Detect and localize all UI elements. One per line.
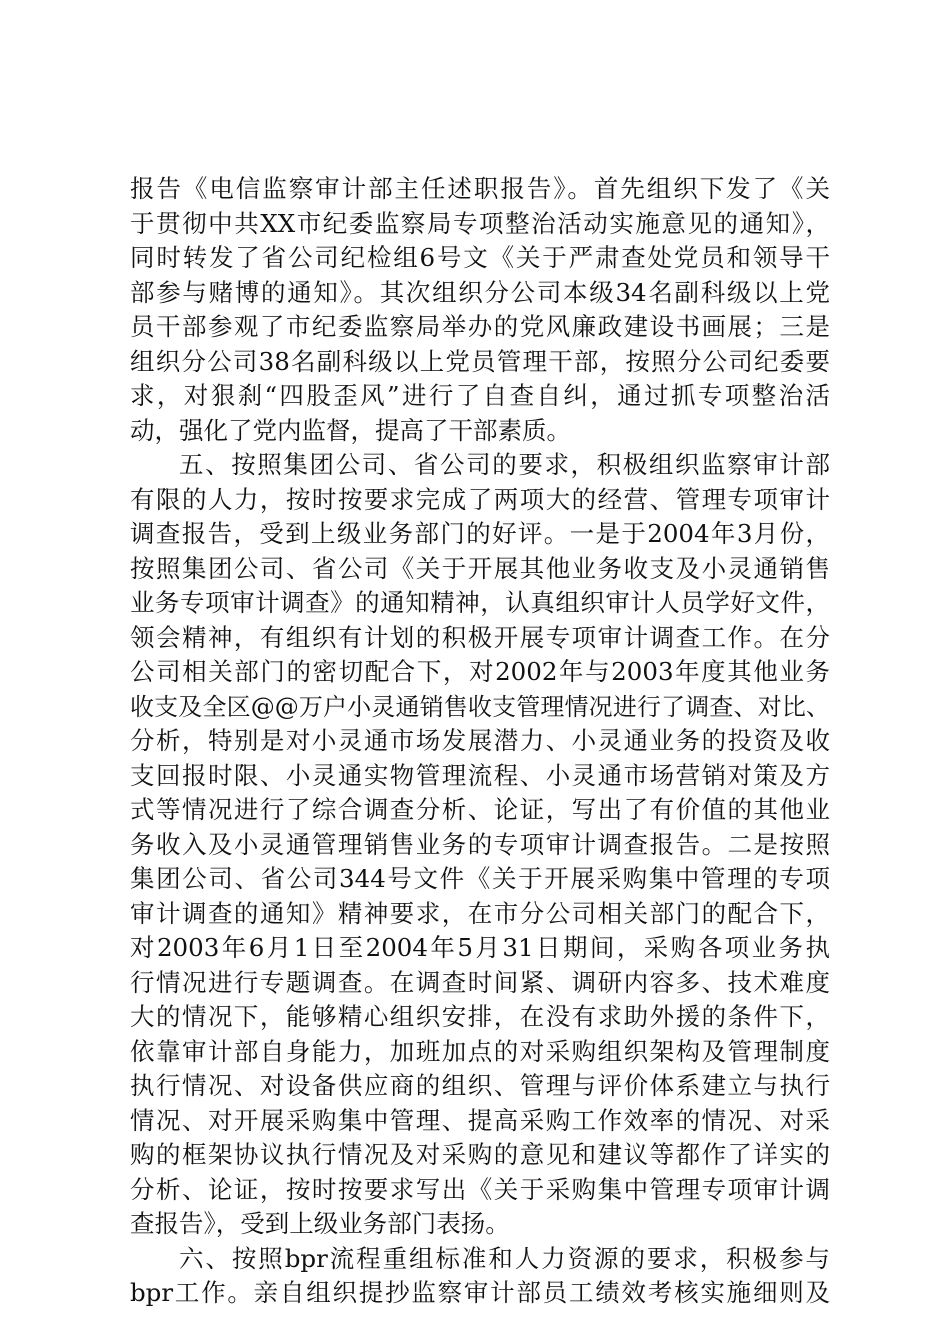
text-line: 务收入及小灵通管理销售业务的专项审计调查报告。二是按照 [130, 829, 830, 859]
text-line: 动，强化了党内监督，提高了干部素质。 [130, 415, 571, 445]
text-line: 有限的人力，按时按要求完成了两项大的经营、管理专项审计 [130, 484, 830, 514]
text-line: 六、按照bpr流程重组标准和人力资源的要求，积极参与 [179, 1243, 830, 1273]
text-line: 情况、对开展采购集中管理、提高采购工作效率的情况、对采 [130, 1105, 830, 1135]
text-line: 集团公司、省公司344号文件《关于开展采购集中管理的专项 [130, 864, 830, 893]
text-line: 于贯彻中共XX市纪委监察局专项整治活动实施意见的通知》， [130, 208, 830, 238]
text-line: 报告《电信监察审计部主任述职报告》。首先组织下发了《关 [130, 174, 830, 203]
text-line: 五、按照集团公司、省公司的要求，积极组织监察审计部 [179, 450, 830, 479]
text-line: 支回报时限、小灵通实物管理流程、小灵通市场营销对策及方 [130, 760, 830, 790]
text-line: 查报告》，受到上级业务部门表扬。 [130, 1209, 510, 1238]
text-line: 收支及全区@@万户小灵通销售收支管理情况进行了调查、对比、 [130, 692, 830, 721]
text-line: bpr工作。亲自组织提抄监察审计部员工绩效考核实施细则及 [130, 1278, 830, 1307]
text-line: 购的框架协议执行情况及对采购的意见和建议等都作了详实的 [130, 1140, 830, 1169]
text-line: 调查报告，受到上级业务部门的好评。一是于2004年3月份， [130, 519, 830, 548]
text-line: 行情况进行专题调查。在调查时间紧、调研内容多、技术难度 [130, 967, 830, 997]
text-line: 执行情况、对设备供应商的组织、管理与评价体系建立与执行 [130, 1071, 830, 1100]
text-line: 员干部参观了市纪委监察局举办的党风廉政建设书画展；三是 [130, 312, 830, 341]
text-line: 分析，特别是对小灵通市场发展潜力、小灵通业务的投资及收 [130, 726, 830, 755]
text-line: 组织分公司38名副科级以上党员管理干部，按照分公司纪委要 [130, 346, 830, 376]
text-line: 部参与赌博的通知》。其次组织分公司本级34名副科级以上党 [130, 277, 830, 307]
text-line: 领会精神，有组织有计划的积极开展专项审计调查工作。在分 [130, 622, 830, 652]
text-line: 对2003年6月1日至2004年5月31日期间，采购各项业务执 [130, 933, 830, 962]
text-line: 分析、论证，按时按要求写出《关于采购集中管理专项审计调 [130, 1174, 830, 1204]
text-line: 大的情况下，能够精心组织安排，在没有求助外援的条件下， [130, 1002, 830, 1031]
text-line: 公司相关部门的密切配合下，对2002年与2003年度其他业务 [130, 657, 830, 686]
text-line: 式等情况进行了综合调查分析、论证，写出了有价值的其他业 [130, 795, 830, 824]
document-body [130, 172, 830, 1311]
text-line: 按照集团公司、省公司《关于开展其他业务收支及小灵通销售 [130, 553, 830, 583]
text-line: 业务专项审计调查》的通知精神，认真组织审计人员学好文件， [130, 588, 830, 617]
text-line: 依靠审计部自身能力，加班加点的对采购组织架构及管理制度 [130, 1036, 830, 1066]
text-line: 审计调查的通知》精神要求，在市分公司相关部门的配合下， [130, 898, 830, 928]
text-line: 求，对狠刹“四股歪风”进行了自查自纠，通过抓专项整治活 [130, 381, 830, 410]
text-line: 同时转发了省公司纪检组6号文《关于严肃查处党员和领导干 [130, 243, 830, 272]
